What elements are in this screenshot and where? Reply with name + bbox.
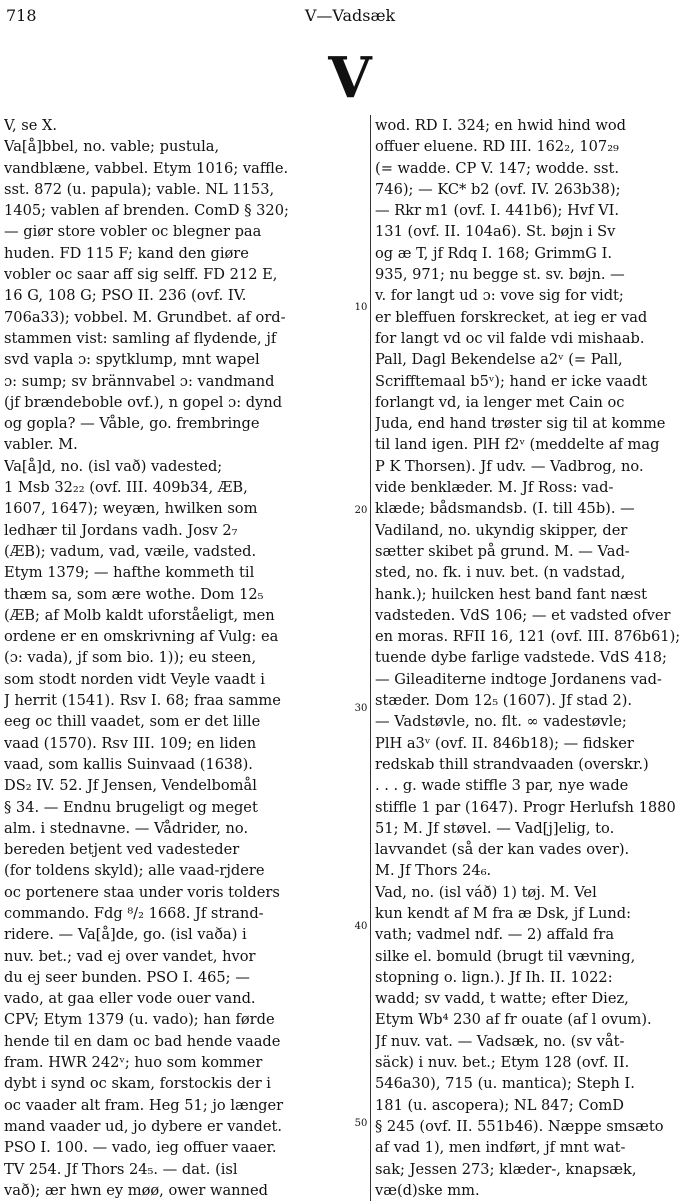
text-line: oc vaader alt fram. Heg 51; jo længer [4, 1096, 284, 1114]
text-line: säck) i nuv. bet.; Etym 128 (ovf. II. [375, 1054, 630, 1072]
text-line: stæder. Dom 12₅ (1607). Jf stad 2). [375, 692, 633, 710]
line-number: 40 [354, 921, 368, 932]
text-line: stopning o. lign.). Jf Ih. II. 1022: [375, 968, 613, 986]
text-line: forlangt vd, ia lenger met Cain oc [375, 393, 625, 411]
text-line: M. Jf Thors 24₆. [375, 862, 492, 880]
text-line: sst. 872 (u. papula); vable. NL 1153, [4, 180, 275, 198]
text-line: — Gileaditerne indtoge Jordanens vad- [375, 670, 662, 688]
text-line: thæm sa, som ære wothe. Dom 12₅ [4, 585, 264, 603]
text-line: huden. FD 115 F; kand den giøre [4, 244, 249, 262]
text-line: CPV; Etym 1379 (u. vado); han førde [4, 1011, 275, 1029]
running-title: V—Vadsæk [304, 6, 396, 25]
text-line: TV 254. Jf Thors 24₅. — dat. (isl [4, 1160, 238, 1178]
text-line: Pall, Dagl Bekendelse a2ᵛ (= Pall, [375, 351, 623, 369]
text-line: hank.); huilcken hest band fant næst [375, 585, 647, 603]
text-line: er bleffuen forskrecket, at ieg er vad [375, 308, 648, 326]
text-line: nuv. bet.; vad ej over vandet, hvor [4, 947, 256, 965]
left-column [4, 115, 358, 1201]
text-line: sted, no. fk. i nuv. bet. (n vadstad, [375, 564, 626, 582]
text-line: vobler oc saar aff sig selff. FD 212 E, [4, 266, 278, 284]
page-number: 718 [6, 6, 37, 25]
text-line: v. for langt ud ɔ: vove sig for vidt; [375, 287, 624, 305]
text-line: til land igen. PlH f2ᵛ (meddelte af mag [375, 436, 660, 454]
text-line: vaad, som kallis Suinvaad (1638). [4, 755, 253, 773]
text-line: — Rkr m1 (ovf. I. 441b6); Hvf VI. [375, 202, 620, 220]
text-line: § 245 (ovf. II. 551b46). Næppe smsæto [375, 1117, 664, 1135]
text-line: mand vaader ud, jo dybere er vandet. [4, 1117, 283, 1135]
text-line: sak; Jessen 273; klæder-, knapsæk, [375, 1160, 637, 1178]
text-line: J herrit (1541). Rsv I. 68; fraa samme [4, 692, 281, 710]
text-line: V, se X. [4, 117, 58, 134]
text-line: vaad (1570). Rsv III. 109; en liden [4, 734, 257, 752]
text-line: vath; vadmel ndf. — 2) affald fra [375, 926, 615, 944]
text-line: PlH a3ᵛ (ovf. II. 846b18); — fidsker [375, 734, 634, 752]
text-line: commando. Fdg ⁸/₂ 1668. Jf strand- [4, 904, 264, 922]
text-line: ledhær til Jordans vadh. Josv 2₇ [4, 521, 238, 539]
text-line: kun kendt af M fra æ Dsk, jf Lund: [375, 904, 632, 922]
right-column [370, 115, 696, 1201]
text-line: Etym 1379; — hafthe kommeth til [4, 564, 255, 582]
text-line: Va[å]d, no. (isl vað) vadested; [4, 457, 223, 475]
text-line: ridere. — Va[å]de, go. (isl vaða) i [4, 926, 247, 944]
text-line: 51; M. Jf støvel. — Vad[j]elig, to. [375, 819, 615, 837]
text-line: Vad, no. (isl váð) 1) tøj. M. Vel [375, 883, 597, 901]
text-line: PSO I. 100. — vado, ieg offuer vaaer. [4, 1139, 277, 1157]
text-line: (= wadde. CP V. 147; wodde. sst. [375, 159, 620, 177]
text-line: og gopla? — Våble, go. frembringe [4, 415, 260, 433]
line-number: 30 [354, 703, 368, 714]
text-line: vado, at gaa eller vode ouer vand. [4, 990, 256, 1008]
text-line: 935, 971; nu begge st. sv. bøjn. — [375, 266, 625, 284]
text-line: (jf brændeboble ovf.), n gopel ɔ: dynd [4, 393, 283, 411]
text-line: (ÆB; af Molb kaldt uforståeligt, men [4, 606, 275, 624]
text-line: eeg oc thill vaadet, som er det lille [4, 713, 261, 731]
text-line: 746); — KC* b2 (ovf. IV. 263b38); [375, 180, 621, 198]
text-line: . . . g. wade stiffle 3 par, nye wade [375, 777, 629, 795]
text-line: du ej seer bunden. PSO I. 465; — [4, 968, 250, 986]
text-line: — Vadstøvle, no. flt. ∞ vadestøvle; [375, 713, 627, 731]
text-line: redskab thill strandvaaden (overskr.) [375, 755, 649, 773]
text-line: Jf nuv. vat. — Vadsæk, no. (sv våt- [375, 1032, 625, 1050]
text-line: 1 Msb 32₂₂ (ovf. III. 409b34, ÆB, [4, 479, 248, 497]
text-line: Juda, end hand trøster sig til at komme [375, 415, 666, 433]
text-line: lavvandet (så der kan vades over). [375, 841, 630, 859]
text-line: wadd; sv vadd, t watte; efter Diez, [375, 990, 629, 1008]
text-line: hende til en dam oc bad hende vaade [4, 1032, 281, 1050]
section-letter: V [328, 45, 372, 111]
text-line: for langt vd oc vil falde vdi mishaab. [375, 329, 645, 347]
text-line: Scrifftemaal b5ᵛ); hand er icke vaadt [375, 372, 648, 390]
text-line: 16 G, 108 G; PSO II. 236 (ovf. IV. [4, 287, 247, 305]
text-line: ordene er en omskrivning af Vulg: ea [4, 628, 279, 646]
text-line: stammen vist: samling af flydende, jf [4, 329, 277, 347]
text-line: P K Thorsen). Jf udv. — Vadbrog, no. [375, 457, 644, 475]
text-line: dybt i synd oc skam, forstockis der i [4, 1075, 271, 1093]
text-line: vide benklæder. M. Jf Ross: vad- [375, 479, 614, 497]
text-line: 706a33); vobbel. M. Grundbet. af ord- [4, 308, 286, 326]
text-line: DS₂ IV. 52. Jf Jensen, Vendelbomål [4, 777, 257, 795]
text-line: 1607, 1647); weyæn, hwilken som [4, 500, 258, 518]
text-line: svd vapla ɔ: spytklump, mnt wapel [4, 351, 260, 369]
text-line: 1405; vablen af brenden. ComD § 320; [4, 202, 289, 220]
text-line: 181 (u. ascopera); NL 847; ComD [375, 1096, 624, 1114]
text-line: sætter skibet på grund. M. — Vad- [375, 542, 630, 560]
text-line: Vadiland, no. ukyndig skipper, der [375, 521, 628, 539]
text-line: § 34. — Endnu brugeligt og meget [4, 798, 258, 816]
text-line: vadsteden. VdS 106; — et vadsted ofver [375, 606, 671, 624]
text-line: en moras. RFII 16, 121 (ovf. III. 876b61); [375, 628, 681, 646]
text-line: Va[å]bbel, no. vable; pustula, [4, 138, 220, 156]
text-line: stiffle 1 par (1647). Progr Herlufsh 1880 [375, 798, 676, 816]
text-line: oc portenere staa under voris tolders [4, 883, 280, 901]
text-line: vandblæne, vabbel. Etym 1016; vaffle. [4, 159, 289, 177]
text-line: 131 (ovf. II. 104a6). St. bøjn i Sv [375, 223, 616, 241]
text-line: 546a30), 715 (u. mantica); Steph I. [375, 1075, 635, 1093]
text-line: fram. HWR 242ᵛ; huo som kommer [4, 1054, 263, 1072]
line-number: 50 [354, 1118, 368, 1129]
text-line: Etym Wb⁴ 230 af fr ouate (af l ovum). [375, 1011, 652, 1029]
text-line: væ(d)ske mm. [375, 1181, 480, 1199]
text-line: tuende dybe farlige vadstede. VdS 418; [375, 649, 667, 667]
text-line: wod. RD I. 324; en hwid hind wod [375, 117, 626, 134]
text-line: og æ T, jf Rdq I. 168; GrimmG I. [375, 244, 612, 262]
line-number: 20 [354, 505, 368, 516]
running-header [6, 6, 694, 30]
text-line: (ɔ: vada), jf som bio. 1)); eu steen, [4, 649, 257, 667]
text-line: (ÆB); vadum, vad, væile, vadsted. [4, 542, 257, 560]
text-line: bereden betjent ved vadesteder [4, 841, 240, 859]
text-line: silke el. bomuld (brugt til vævning, [375, 947, 636, 965]
line-number: 10 [354, 302, 368, 313]
text-line: ɔ: sump; sv brännvabel ɔ: vandmand [4, 372, 275, 390]
text-line: vabler. M. [4, 436, 78, 454]
text-line: af vad 1), men indført, jf mnt wat- [375, 1139, 626, 1157]
text-line: (for toldens skyld); alle vaad-rjdere [4, 862, 265, 880]
text-line: som stodt norden vidt Veyle vaadt i [4, 670, 265, 688]
text-line: alm. i stednavne. — Vådrider, no. [4, 819, 249, 837]
text-line: klæde; bådsmandsb. (I. till 45b). — [375, 500, 635, 518]
text-line: offuer eluene. RD III. 162₂, 107₂₉ [375, 138, 619, 156]
text-line: vað); ær hwn ey møø, ower wanned [4, 1181, 268, 1199]
text-line: — giør store vobler oc blegner paa [4, 223, 262, 241]
